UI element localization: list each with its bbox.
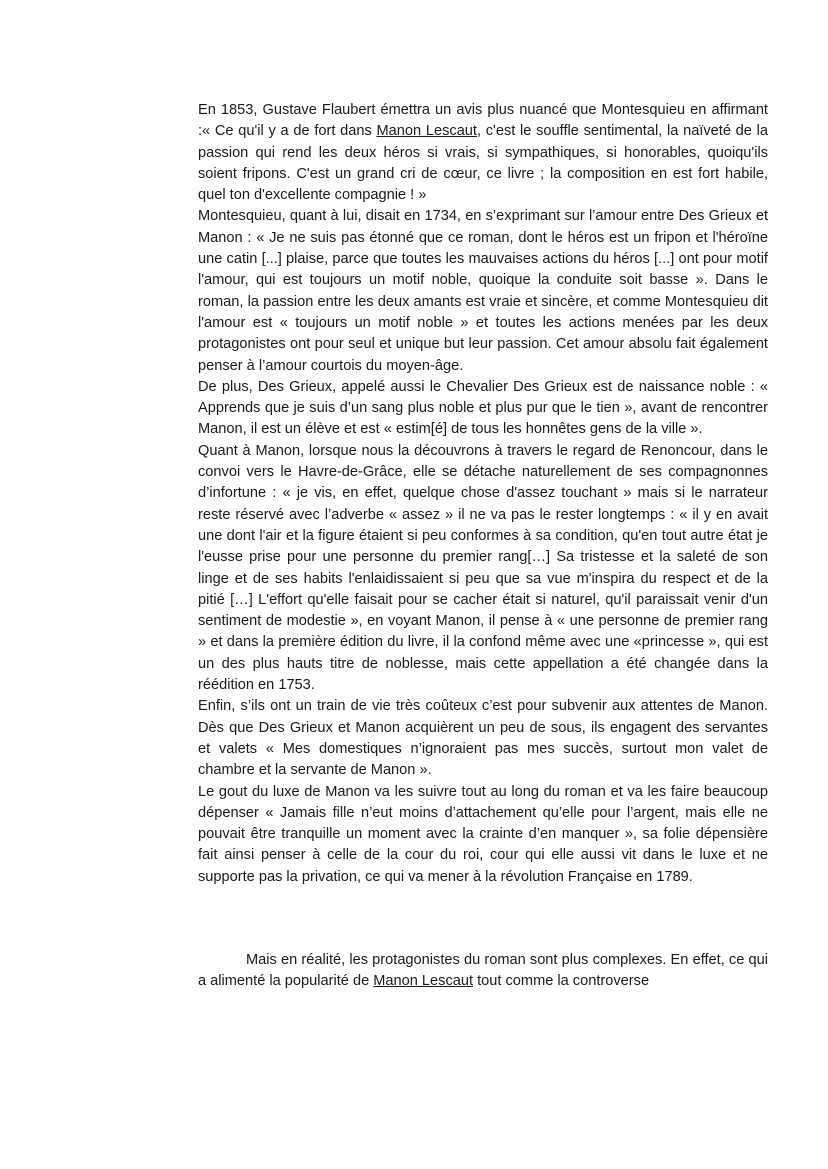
paragraph-manon: Quant à Manon, lorsque nous la découvrons à travers le regard de Renoncour, dans le convoi vers le Havre-de-Grâce, elle se détache naturellement de ses compagnonnes d’infortune : « je vis, en effet, quelque chose d'assez touchant » mais si le narrateur reste réservé avec l’adverbe « assez » il ne va pas le rester longtemps : « il y en avait une dont l'air et la figure étaient si peu conformes à sa condition, qu'en tout autre état je l'eusse prise pour une personne du premier rang[…] Sa tristesse et la saleté de son linge et de ses habits l'enlaidissaient si peu que sa vue m'inspira du respect et de la pitié […] L'effort qu'elle faisait pour se cacher était si naturel, qu'il paraissait venir d'un sentiment de modestie », en voyant Manon, il pense à « une personne de premier rang » et dans la première édition du livre, il la confond même avec une «princesse », qui est un des plus hauts titre de noblesse, mais cette appellation a été changée dans la réédition en 1753. [198, 442, 768, 694]
paragraph-luxe: Le gout du luxe de Manon va les suivre tout au long du roman et va les faire beaucoup dépenser « Jamais fille n’eut moins d’attachement qu’elle pour l’argent, mais elle ne pouvait être tranquille un moment avec la crainte d’en manquer », sa folie dépensière fait ainsi penser à celle de la cour du roi, cour qui elle aussi vit dans le luxe et ne supporte pas la privation, ce qui va mener à la révolution Française en 1789. [198, 783, 768, 885]
paragraph-complexite: Mais en réalité, les protagonistes du roman sont plus complexes. En effet, ce qui a alimenté la popularité de Manon Lescaut tout comme la controverse [198, 951, 768, 990]
paragraph-montesquieu: Montesquieu, quant à lui, disait en 1734, en s’exprimant sur l’amour entre Des Grieux et Manon : « Je ne suis pas étonné que ce roman, dont le héros est un fripon et l'héroïne une catin [...] plaise, parce que toutes les mauvaises actions du héros [...] ont pour motif l'amour, qui est toujours un motif noble, quoique la conduite soit basse ». Dans le roman, la passion entre les deux amants est vraie et sincère, et comme Montesquieu dit l'amour est « toujours un motif noble » et toutes les actions menées par les deux protagonistes ont pour seul et unique but leur passion. Cet amour absolu fait également penser à l’amour courtois du moyen-âge. [198, 208, 768, 374]
paragraph-des-grieux: De plus, Des Grieux, appelé aussi le Chevalier Des Grieux est de naissance noble : « Apprends que je suis d’un sang plus noble et plus pur que le tien », avant de rencontrer Manon, il est un élève et est « estim[é] de tous les honnêtes gens de la ville ». [198, 378, 768, 438]
paragraph-flaubert: En 1853, Gustave Flaubert émettra un avis plus nuancé que Montesquieu en affirmant :« Ce qu'il y a de fort dans Manon Lescaut, c'est le souffle sentimental, la naïveté de la passion qui rend les deux héros si vrais, si sympathiques, si honorables, quoiqu'ils soient fripons. C'est un grand cri de cœur, ce livre ; la composition en est fort habile, quel ton d'excellente compagnie ! » [198, 102, 768, 204]
paragraph-gap [198, 888, 768, 950]
book-title-2: Manon Lescaut [373, 973, 474, 990]
paragraph-train-de-vie: Enfin, s’ils ont un train de vie très coûteux c’est pour subvenir aux attentes de Manon. Dès que Des Grieux et Manon acquièrent un peu de sous, ils engagent des servantes et valets « Mes domestiques n’ignoraient pas mes succès, surtout mon valet de chambre et la servante de Manon ». [198, 698, 768, 779]
book-title: Manon Lescaut [376, 123, 477, 140]
document-page [198, 100, 768, 993]
